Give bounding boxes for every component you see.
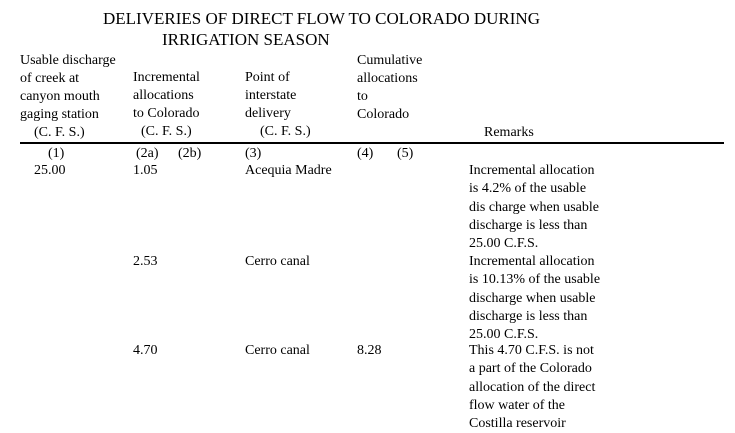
row-3-point: Cerro canal bbox=[245, 343, 310, 358]
remark-line: This 4.70 C.F.S. is not bbox=[469, 343, 594, 358]
remark-line: Incremental allocation bbox=[469, 254, 595, 269]
row-2-point: Cerro canal bbox=[245, 254, 310, 269]
column-number-5: (5) bbox=[397, 146, 414, 161]
header-line: interstate bbox=[245, 88, 297, 103]
remark-line: allocation of the direct bbox=[469, 379, 596, 395]
document-title-line-2: IRRIGATION SEASON bbox=[162, 30, 330, 49]
document-title-line-1: DELIVERIES OF DIRECT FLOW TO COLORADO DURING bbox=[103, 9, 540, 28]
header-line: allocations bbox=[133, 88, 194, 103]
column-number-1: (1) bbox=[48, 146, 65, 161]
remark-line: discharge when usable bbox=[469, 290, 596, 306]
row-2-incremental: 2.53 bbox=[133, 254, 158, 269]
remark-line: discharge is less than bbox=[469, 308, 588, 324]
row-1-point: Acequia Madre bbox=[245, 163, 332, 178]
header-rule bbox=[20, 142, 724, 144]
row-3-cumulative: 8.28 bbox=[357, 343, 382, 358]
header-line: Point of bbox=[245, 70, 290, 85]
row-2-remarks bbox=[469, 253, 669, 344]
header-remarks: Remarks bbox=[484, 125, 534, 140]
remark-line: dis charge when usable bbox=[469, 199, 599, 215]
row-1-remarks bbox=[469, 162, 669, 253]
header-line: (C. F. S.) bbox=[34, 125, 85, 140]
row-1-usable-discharge: 25.00 bbox=[34, 163, 66, 178]
remark-line: is 4.2% of the usable bbox=[469, 181, 587, 197]
remark-line: flow water of the bbox=[469, 397, 566, 413]
remark-line: discharge is less than bbox=[469, 217, 588, 233]
header-cumulative-allocations bbox=[357, 52, 422, 124]
header-line: gaging station bbox=[20, 107, 99, 122]
column-number-2b: (2b) bbox=[178, 146, 202, 161]
header-line: Colorado bbox=[357, 107, 410, 122]
column-number-3: (3) bbox=[245, 146, 262, 161]
remark-line: a part of the Colorado bbox=[469, 361, 592, 377]
header-line: Cumulative bbox=[357, 53, 423, 68]
header-line: (C. F. S.) bbox=[141, 124, 192, 139]
remark-line: Costilla reservoir bbox=[469, 416, 566, 432]
header-incremental-allocations bbox=[133, 69, 200, 141]
header-line: Usable discharge bbox=[20, 53, 116, 68]
column-number-4: (4) bbox=[357, 146, 374, 161]
row-3-incremental: 4.70 bbox=[133, 343, 158, 358]
header-line: (C. F. S.) bbox=[260, 124, 311, 139]
remark-line: is 10.13% of the usable bbox=[469, 272, 601, 288]
header-point-of-delivery bbox=[245, 69, 311, 141]
row-3-remarks bbox=[469, 342, 669, 433]
remark-line: Incremental allocation bbox=[469, 163, 595, 178]
remark-line: 25.00 C.F.S. bbox=[469, 327, 539, 343]
column-number-2a: (2a) bbox=[136, 146, 159, 161]
row-1-incremental: 1.05 bbox=[133, 163, 158, 178]
header-line: to Colorado bbox=[133, 106, 200, 121]
header-line: Incremental bbox=[133, 70, 200, 85]
header-line: canyon mouth bbox=[20, 89, 100, 104]
remark-line: 25.00 C.F.S. bbox=[469, 236, 539, 252]
header-line: allocations bbox=[357, 71, 418, 86]
header-line: of creek at bbox=[20, 71, 80, 86]
header-usable-discharge bbox=[20, 52, 116, 142]
header-line: to bbox=[357, 89, 368, 104]
header-line: delivery bbox=[245, 106, 291, 121]
